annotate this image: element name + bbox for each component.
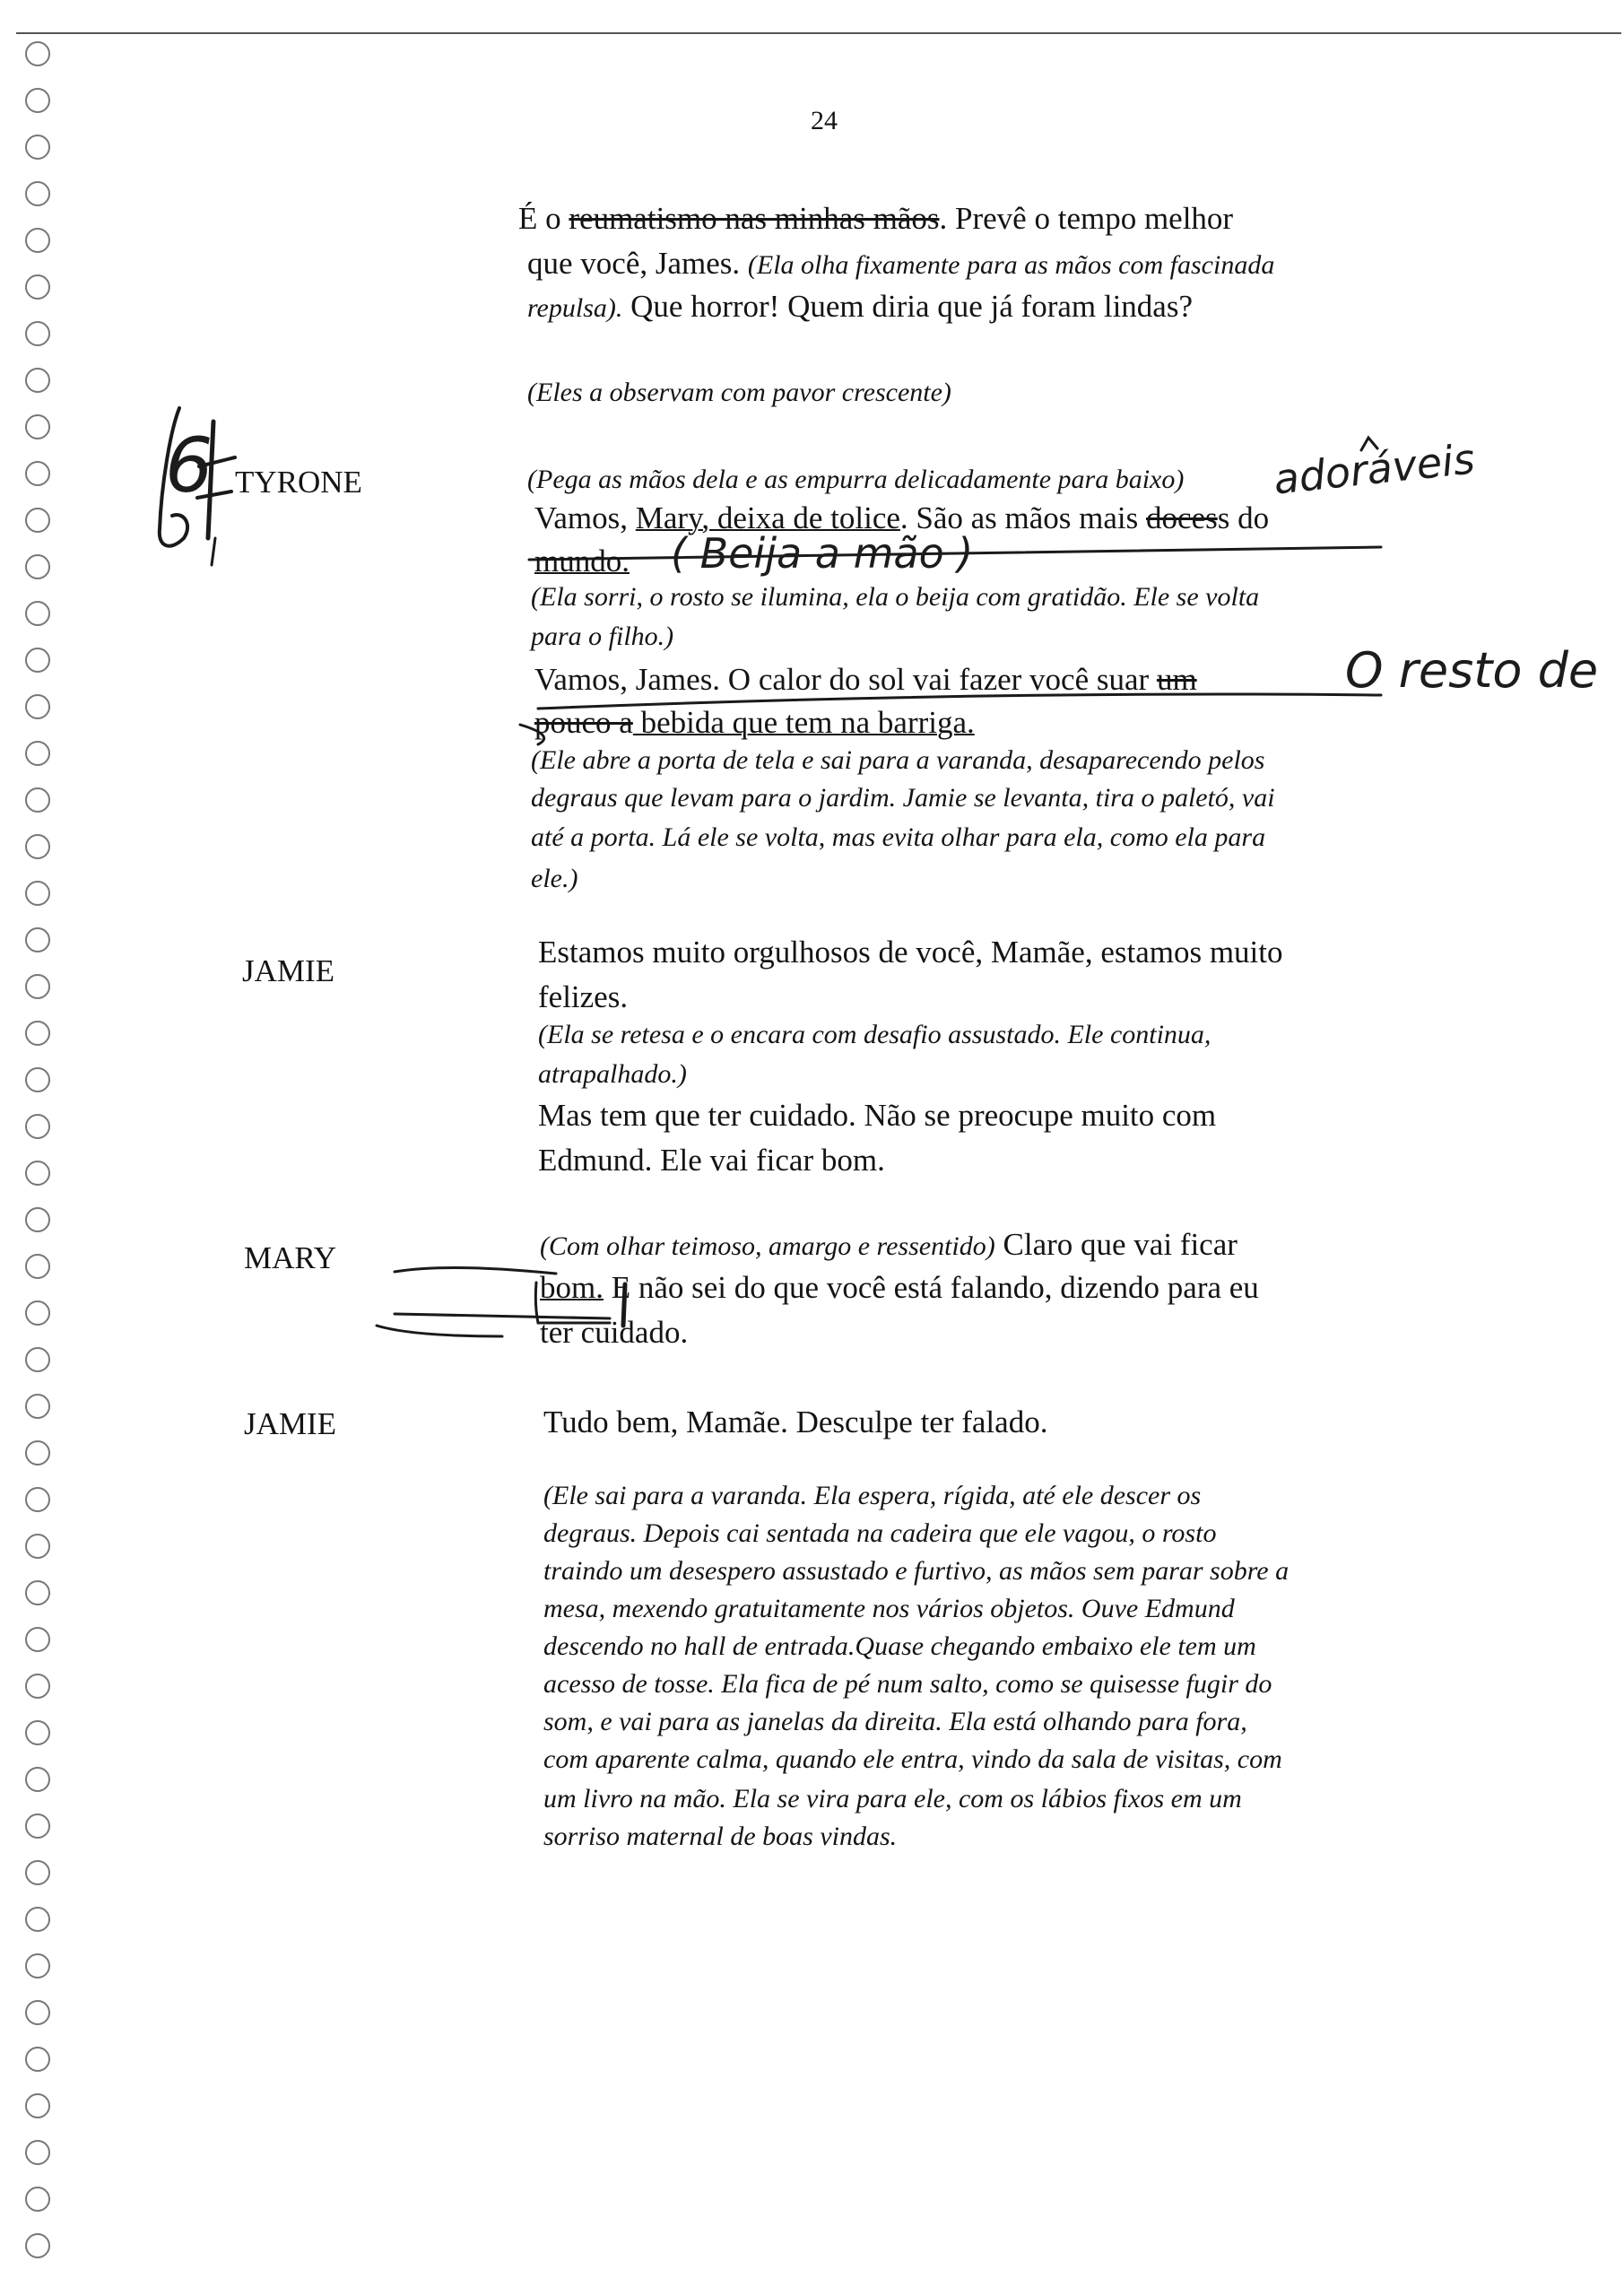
stage-direction: um livro na mão. Ela se vira para ele, com os lábios fixos em um — [543, 1784, 1242, 1813]
underlined-text: Mary, deixa de tolice — [635, 500, 900, 535]
underlined-text: mundo. — [534, 544, 630, 578]
line-text: s do — [1217, 500, 1270, 535]
speaker-jamie: JAMIE — [244, 1406, 337, 1441]
dialogue-line — [518, 199, 1233, 239]
stage-direction: atrapalhado.) — [538, 1059, 687, 1089]
handwritten-adoraveis: adoráveis — [1271, 434, 1478, 504]
page-number: 24 — [811, 106, 838, 135]
stage-direction: degraus que levam para o jardim. Jamie se levanta, tira o paletó, vai — [531, 783, 1275, 813]
line-text: . São as mãos mais — [899, 500, 1147, 535]
dialogue-line: Tudo bem, Mamãe. Desculpe ter falado. — [543, 1405, 1048, 1439]
dialogue-line — [534, 542, 630, 581]
dialogue-line — [534, 660, 1197, 700]
struck-text: um — [1156, 662, 1197, 697]
stage-direction: (Ela sorri, o rosto se ilumina, ela o beija com gratidão. Ele se volta — [531, 582, 1260, 612]
line-text: Claro que vai ficar — [994, 1227, 1238, 1262]
dialogue-line — [540, 1268, 1259, 1308]
dialogue-line: Estamos muito orgulhosos de você, Mamãe, estamos muito — [538, 935, 1283, 970]
dialogue-line — [534, 703, 975, 743]
stage-direction: degraus. Depois cai sentada na cadeira que ele vagou, o rosto — [543, 1518, 1217, 1548]
struck-text: doces — [1146, 500, 1218, 535]
stage-direction: sorriso maternal de boas vindas. — [543, 1822, 898, 1851]
stage-direction: som, e vai para as janelas da direita. Ela está olhando para fora, — [543, 1707, 1247, 1736]
line-text: Que horror! Quem diria que já foram lindas? — [622, 289, 1193, 324]
margin-number: 6 — [165, 422, 213, 509]
stage-direction: até a porta. Lá ele se volta, mas evita olhar para ela, como ela para — [531, 822, 1266, 852]
line-text: Vamos, — [534, 500, 636, 535]
stage-direction: descendo no hall de entrada.Quase chegando embaixo ele tem um — [543, 1631, 1256, 1661]
dialogue-line: ter cuidado. — [540, 1315, 689, 1350]
stage-direction: (Eles a observam com pavor crescente) — [527, 378, 951, 407]
line-text: Vamos, James. O calor do sol vai fazer você suar — [534, 662, 1157, 697]
dialogue-line: Edmund. Ele vai ficar bom. — [538, 1143, 885, 1178]
struck-text: reumatismo nas minhas mãos — [569, 201, 940, 236]
speaker-tyrone: TYRONE — [235, 465, 362, 500]
stage-direction-inline: (Ela olha fixamente para as mãos com fascinada — [747, 250, 1275, 280]
speaker-jamie: JAMIE — [242, 953, 335, 988]
underlined-text: bebida que tem na barriga. — [632, 705, 975, 740]
line-text: que você, James. — [527, 246, 748, 281]
stage-direction: (Ele sai para a varanda. Ela espera, rígida, até ele descer os — [543, 1481, 1202, 1510]
stage-direction: (Ele abre a porta de tela e sai para a varanda, desaparecendo pelos — [531, 745, 1265, 775]
stage-direction-inline: (Com olhar teimoso, amargo e ressentido) — [540, 1231, 995, 1261]
handwritten-o-resto-de: O resto de — [1345, 642, 1599, 699]
stage-direction: mesa, mexendo gratuitamente nos vários objetos. Ouve Edmund — [543, 1594, 1235, 1623]
underlined-text: bom. — [540, 1270, 604, 1305]
dialogue-line — [540, 1225, 1238, 1266]
stage-direction: acesso de tosse. Ela fica de pé num salto, como se quisesse fugir do — [543, 1669, 1272, 1699]
stage-direction: ele.) — [531, 864, 578, 893]
stage-direction: para o filho.) — [531, 622, 674, 651]
speaker-mary: MARY — [244, 1240, 337, 1275]
line-text: É o — [518, 201, 569, 236]
line-text: . Prevê o tempo melhor — [939, 201, 1234, 236]
dialogue-line: felizes. — [538, 979, 629, 1014]
dialogue-line — [527, 287, 1193, 328]
dialogue-line — [527, 244, 1274, 285]
struck-text: pouco a — [534, 705, 633, 740]
dialogue-line: Mas tem que ter cuidado. Não se preocupe muito com — [538, 1098, 1217, 1133]
stage-direction: traindo um desespero assustado e furtivo, as mãos sem parar sobre a — [543, 1556, 1290, 1586]
stage-direction: (Ela se retesa e o encara com desafio assustado. Ele continua, — [538, 1020, 1211, 1049]
stage-direction: (Pega as mãos dela e as empurra delicadamente para baixo) — [527, 465, 1185, 494]
line-text: E não sei do que você está falando, dizendo para eu — [603, 1270, 1259, 1305]
stage-direction-inline: repulsa). — [527, 293, 623, 323]
handwritten-beija-a-mao: ( Beija a mão ) — [671, 529, 974, 578]
stage-direction: com aparente calma, quando ele entra, vindo da sala de visitas, com — [543, 1744, 1282, 1774]
